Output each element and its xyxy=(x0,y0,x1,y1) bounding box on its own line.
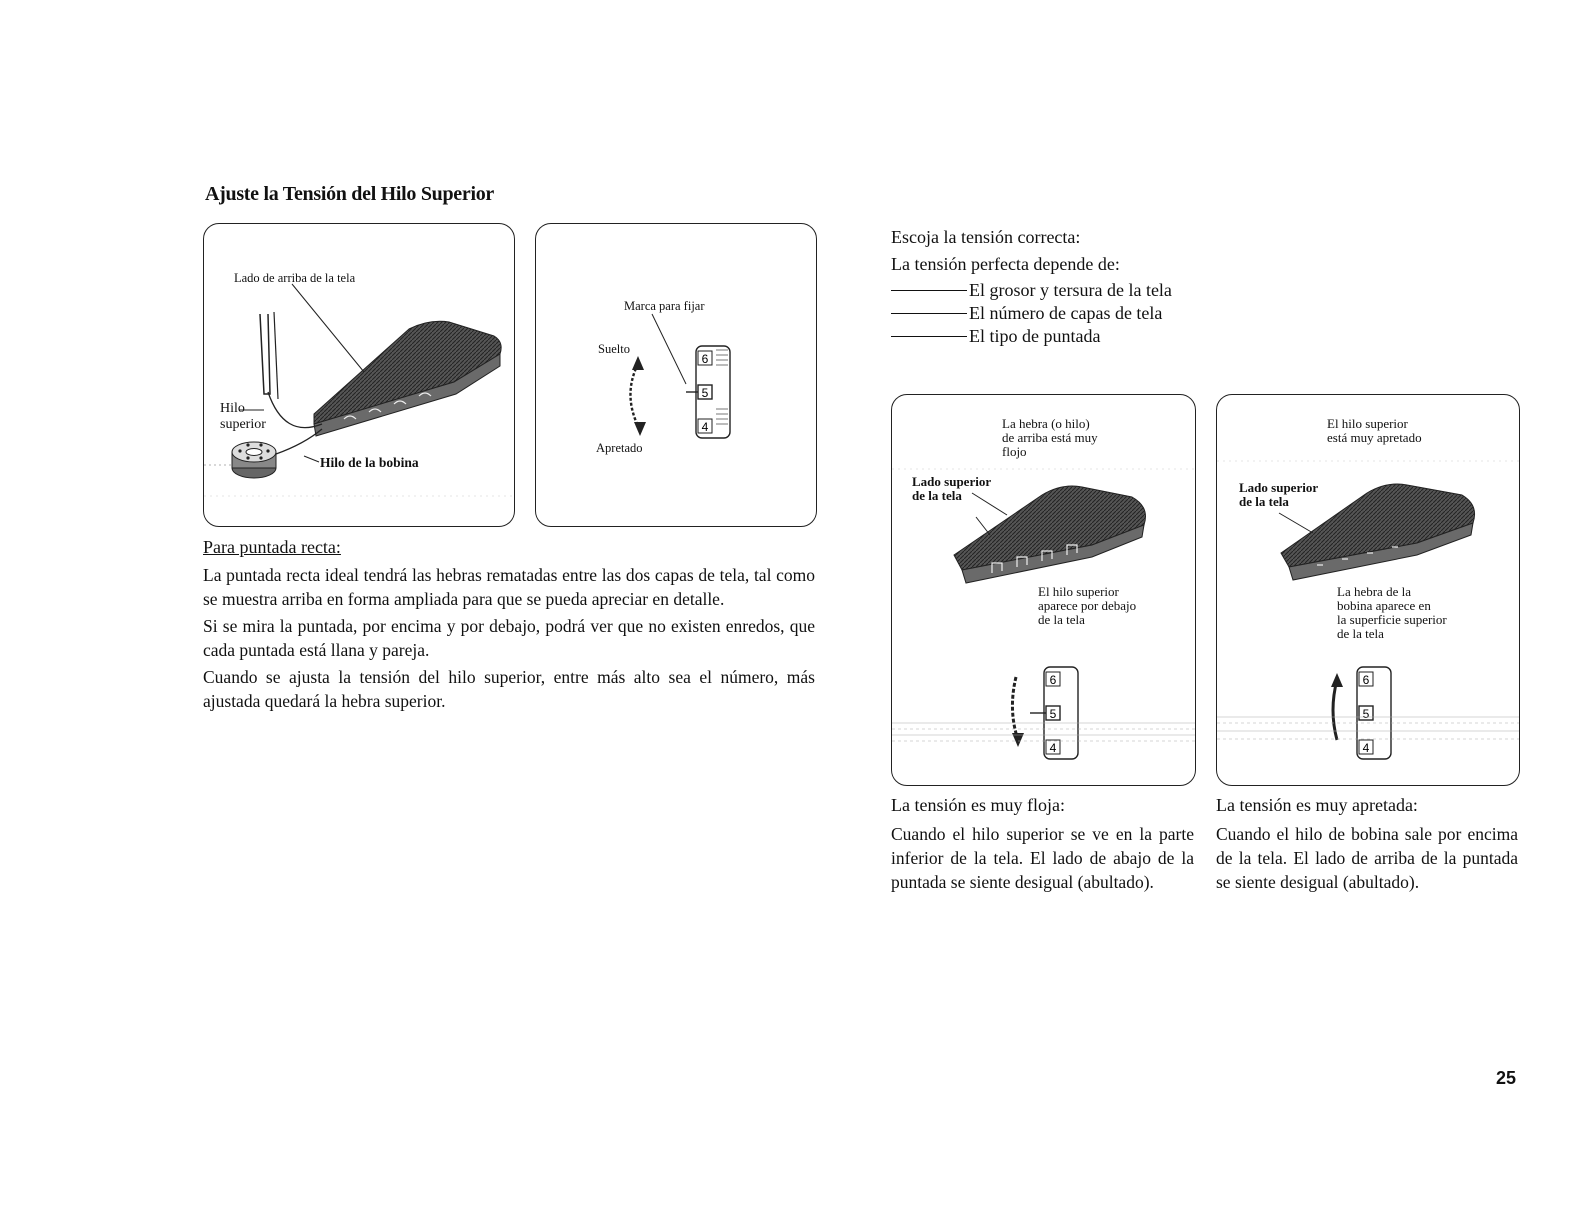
factor-item xyxy=(891,279,1172,302)
label-upper-thread-2: superior xyxy=(220,417,266,432)
straight-stitch-heading: Para puntada recta: xyxy=(203,537,341,557)
factor-text: El tipo de puntada xyxy=(969,326,1101,346)
stitch-illustration-panel xyxy=(203,223,515,527)
bobbin-icon xyxy=(232,442,276,478)
label-loose: Suelto xyxy=(598,342,630,356)
loose-caption: La tensión es muy floja: xyxy=(891,795,1065,815)
paragraph-ideal-stitch: La puntada recta ideal tendrá las hebras rematadas entre las dos capas de tela, tal como se muestra arriba en forma ampliada para que se pueda apreciar en detalle. xyxy=(203,565,815,609)
tight-top-label-1: El hilo superior xyxy=(1327,416,1408,431)
factor-text: El grosor y tersura de la tela xyxy=(969,280,1172,300)
loose-top-label-2: de arriba está muy xyxy=(1002,430,1098,445)
label-set-mark: Marca para fijar xyxy=(624,299,705,313)
label-upper-thread-1: Hilo xyxy=(220,401,245,416)
label-tight: Apretado xyxy=(596,441,643,455)
loose-bottom-label-1: El hilo superior xyxy=(1038,584,1119,599)
factor-item xyxy=(891,325,1100,348)
loose-top-label-3: flojo xyxy=(1002,444,1027,459)
loose-bottom-label-3: de la tela xyxy=(1038,612,1085,627)
tight-bottom-label-4: de la tela xyxy=(1337,626,1384,641)
paragraph-adjustment: Cuando se ajusta la tensión del hilo superior, entre más alto sea el número, más ajustada quedará la hebra superior. xyxy=(203,667,815,711)
dial-number: 6 xyxy=(1362,673,1370,687)
stitch-illustration xyxy=(204,224,514,526)
page-number: 25 xyxy=(1496,1068,1517,1088)
loose-top-label-1: La hebra (o hilo) xyxy=(1002,416,1090,431)
loose-tension-panel xyxy=(891,394,1196,786)
label-fabric-top: Lado de arriba de la tela xyxy=(234,271,356,285)
paragraph-inspection: Si se mira la puntada, por encima y por debajo, podrá ver que no existen enredos, que cada puntada está llana y pareja. xyxy=(203,616,815,660)
tight-side-label-1: Lado superior xyxy=(1239,480,1319,495)
tight-tension-panel xyxy=(1216,394,1520,786)
dial-number: 5 xyxy=(1049,707,1057,721)
loose-bottom-label-2: aparece por debajo xyxy=(1038,598,1137,613)
curved-arrow-icon xyxy=(630,364,640,430)
down-arrow-icon xyxy=(1012,677,1018,740)
factor-item xyxy=(891,302,1162,325)
depends-on-line: La tensión perfecta depende de: xyxy=(891,254,1120,274)
tight-top-label-2: está muy apretado xyxy=(1327,430,1422,445)
loose-description: Cuando el hilo superior se ve en la parte inferior de la tela. El lado de abajo de la puntada se siente desigual (abultado). xyxy=(891,824,1194,892)
tension-dial-illustration xyxy=(536,224,816,526)
dial-number-5: 5 xyxy=(701,386,709,400)
dial-number: 4 xyxy=(1049,741,1057,755)
loose-side-label-2: de la tela xyxy=(912,488,962,503)
loose-side-label-1: Lado superior xyxy=(912,474,992,489)
page-title: Ajuste la Tensión del Hilo Superior xyxy=(205,183,494,205)
dial-number: 5 xyxy=(1362,707,1370,721)
factor-text: El número de capas de tela xyxy=(969,303,1163,323)
dial-number: 4 xyxy=(1362,741,1370,755)
dial-icon xyxy=(1030,667,1078,759)
dial-icon xyxy=(686,346,730,438)
tight-side-label-2: de la tela xyxy=(1239,494,1289,509)
dial-number-4: 4 xyxy=(701,420,709,434)
dial-number-6: 6 xyxy=(701,352,709,366)
tension-dial-panel xyxy=(535,223,817,527)
tight-description: Cuando el hilo de bobina sale por encima de la tela. El lado de arriba de la puntada se siente desigual (abultado). xyxy=(1216,824,1518,892)
dial-number: 6 xyxy=(1049,673,1057,687)
tight-bottom-label-1: La hebra de la xyxy=(1337,584,1411,599)
dial-icon xyxy=(1357,667,1391,759)
choose-tension-line: Escoja la tensión correcta: xyxy=(891,227,1081,247)
tight-caption: La tensión es muy apretada: xyxy=(1216,795,1418,815)
tight-bottom-label-3: la superficie superior xyxy=(1337,612,1447,627)
tight-bottom-label-2: bobina aparece en xyxy=(1337,598,1431,613)
needle xyxy=(260,314,270,394)
label-bobbin-thread: Hilo de la bobina xyxy=(320,455,419,470)
